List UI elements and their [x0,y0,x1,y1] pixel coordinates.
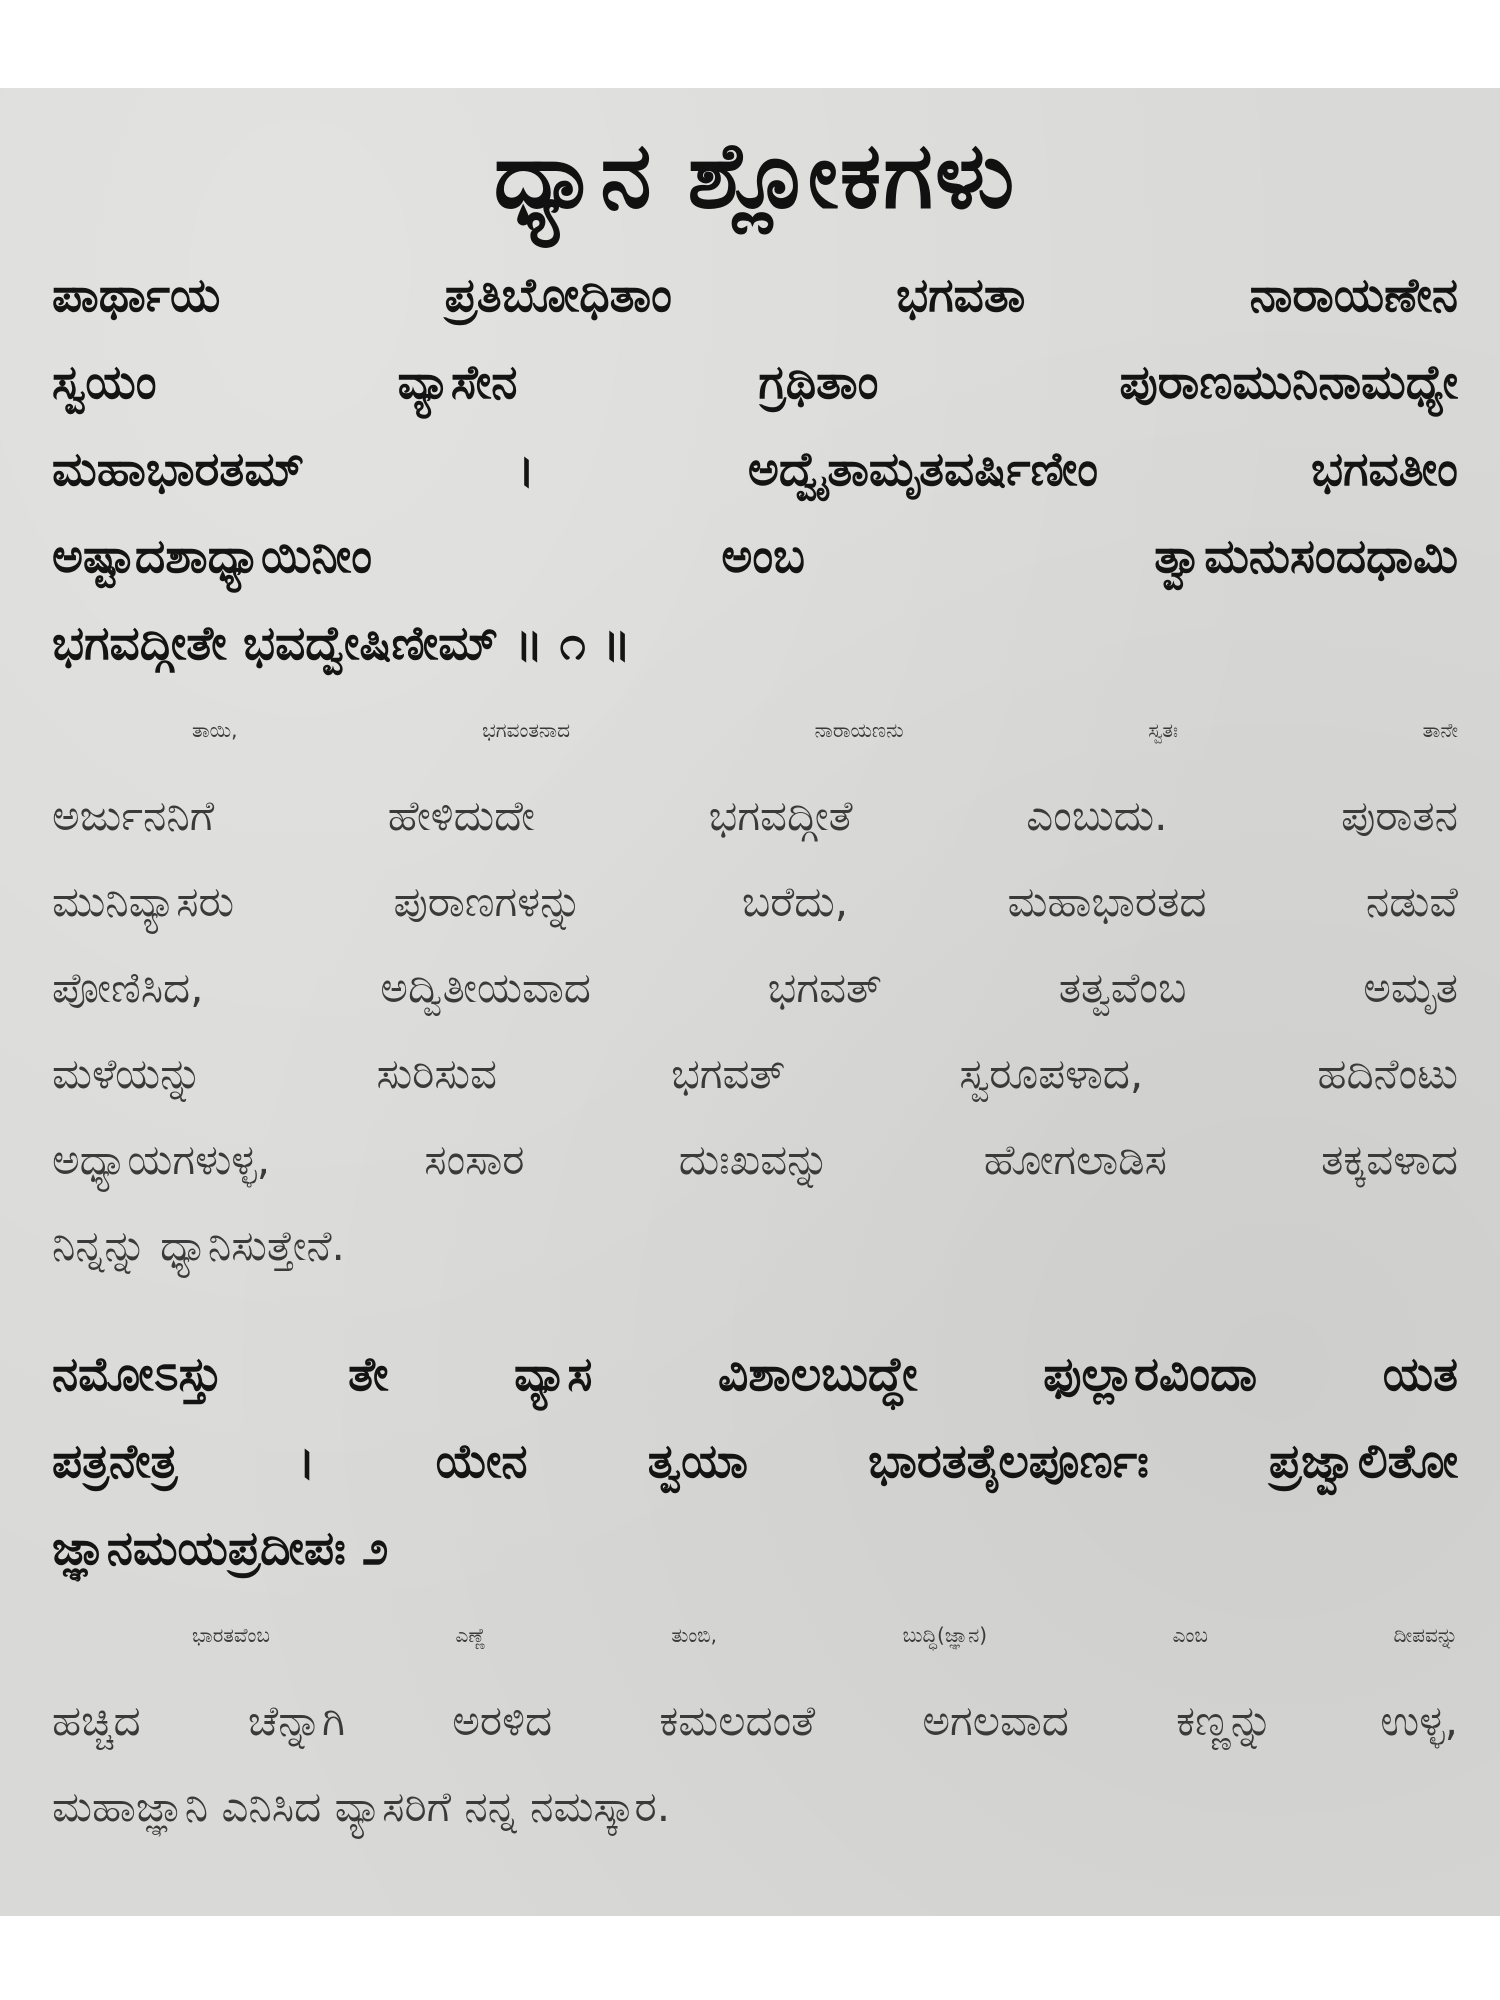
translation-line: ಮಹಾಜ್ಞಾನಿ ಎನಿಸಿದ ವ್ಯಾಸರಿಗೆ ನನ್ನ ನಮಸ್ಕಾರ. [52,1782,671,1831]
translation-line: ಅರ್ಜುನನಿಗೆ ಹೇಳಿದುದೇ ಭಗವದ್ಗೀತೆ ಎಂಬುದು. ಪುರಾತನ [52,791,1458,840]
paragraph-gap [52,1289,1458,1331]
translation-line: ಪೋಣಿಸಿದ, ಅದ್ವಿತೀಯವಾದ ಭಗವತ್ ತತ್ವವೆಂಬ ಅಮೃತ [52,963,1458,1012]
verse-line: ಮಹಾಭಾರತಮ್ । ಅದ್ವೈತಾಮೃತವರ್ಷಿಣೀಂ ಭಗವತೀಂ [52,442,1458,497]
page-title: ಧ್ಯಾನ ಶ್ಲೋಕಗಳು [493,122,1017,229]
translation-line: ನಿನ್ನನ್ನು ಧ್ಯಾನಿಸುತ್ತೇನೆ. [52,1221,345,1270]
translation-line: ಅಧ್ಯಾಯಗಳುಳ್ಳ, ಸಂಸಾರ ದುಃಖವನ್ನು ಹೋಗಲಾಡಿಸ ತಕ್ಕವಳಾದ [52,1135,1458,1184]
translation-2 [52,1592,1458,1850]
translation-line: ಹಚ್ಚಿದ ಚೆನ್ನಾಗಿ ಅರಳಿದ ಕಮಲದಂತೆ ಅಗಲವಾದ ಕಣ್ಣನ್ನು ಉಳ್ಳ, [52,1696,1458,1745]
verse-line: ನಮೋಽಸ್ತು ತೇ ವ್ಯಾಸ ವಿಶಾಲಬುದ್ಧೇ ಫುಲ್ಲಾರವಿಂದಾ ಯತ [52,1347,1458,1402]
verse-2 [52,1331,1458,1592]
scanned-page [0,88,1500,1916]
verse-line: ಜ್ಞಾನಮಯಪ್ರದೀಪಃ ೨ [52,1521,389,1576]
translation-line: ತಾಯಿ, ಭಗವಂತನಾದ ನಾರಾಯಣನು ಸ್ವತಃ ತಾನೇ [192,718,1458,742]
verse-line: ಪಾರ್ಥಾಯ ಪ್ರತಿಬೋಧಿತಾಂ ಭಗವತಾ ನಾರಾಯಣೇನ [52,268,1458,323]
translation-1 [52,687,1458,1289]
verse-line: ಸ್ವಯಂ ವ್ಯಾಸೇನ ಗ್ರಥಿತಾಂ ಪುರಾಣಮುನಿನಾಮಧ್ಯೇ [52,355,1458,410]
verse-line: ಪತ್ರನೇತ್ರ । ಯೇನ ತ್ವಯಾ ಭಾರತತೈಲಪೂರ್ಣಃ ಪ್ರಜ್ವಾಲಿತೋ [52,1434,1458,1489]
translation-line: ಭಾರತವೆಂಬ ಎಣ್ಣೆ ತುಂಬಿ, ಬುದ್ಧಿ(ಜ್ಞಾನ) ಎಂಬ ದೀಪವನ್ನು [192,1623,1458,1647]
translation-line: ಮಳೆಯನ್ನು ಸುರಿಸುವ ಭಗವತ್ ಸ್ವರೂಪಳಾದ, ಹದಿನೆಂಟು [52,1049,1458,1098]
verse-1 [52,252,1458,687]
translation-line: ಮುನಿವ್ಯಾಸರು ಪುರಾಣಗಳನ್ನು ಬರೆದು, ಮಹಾಭಾರತದ ನಡುವೆ [52,877,1458,926]
verse-line: ಭಗವದ್ಗೀತೇ ಭವದ್ವೇಷಿಣೀಮ್ ॥ ೧ ॥ [52,616,631,671]
verse-line: ಅಷ್ಟಾದಶಾಧ್ಯಾಯಿನೀಂ ಅಂಬ ತ್ವಾಮನುಸಂದಧಾಮಿ [52,529,1458,584]
